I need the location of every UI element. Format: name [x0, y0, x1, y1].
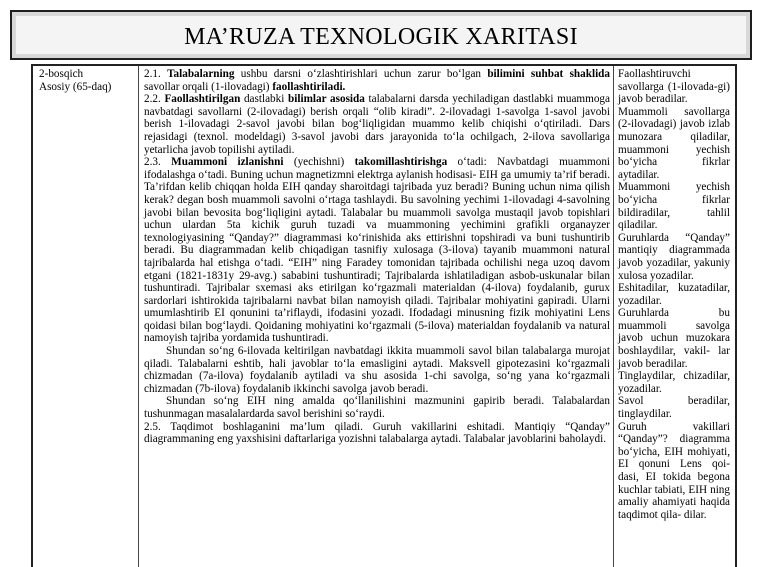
title-banner: [10, 10, 752, 60]
paragraph-text: 2.3.: [144, 156, 172, 169]
paragraph-text: ushbu darsni o‘zlashtirishlari uchun zarur bo‘lgan: [234, 68, 488, 80]
stage-column: [39, 68, 135, 93]
emphasis-text: takomillashtirishga: [354, 156, 448, 169]
student-paragraph: Guruh vakillari “Qanday”? diagramma bo‘yicha, EIH mohiyati, EI qonuni Lens qoi- dasi, EI tokida begona kuchlar tabiati, EIH ning amaliy ahamiyati haqida taqdimot qila- dilar.: [618, 420, 730, 521]
student-paragraph: Tinglaydilar, chizadilar, yozadilar.: [618, 370, 730, 395]
column-divider: [613, 66, 614, 567]
teacher-paragraph: [144, 345, 610, 395]
teacher-paragraph: [144, 68, 610, 93]
paragraph-text: (yechishni): [283, 156, 355, 169]
emphasis-text: Muammoni izlanishni: [171, 156, 284, 169]
teacher-paragraph: [144, 156, 610, 345]
teacher-paragraph: [144, 421, 610, 446]
column-divider: [138, 66, 139, 567]
student-paragraph: Guruhlarda bu muammoli savolga javob uchun muzokara boshlaydilar, vakil- lar javob beradilar.: [618, 307, 730, 370]
stage-name: 2-bosqich: [39, 68, 84, 80]
paragraph-text: Shundan so‘ng EIH ning amalda qo‘llanilishini mazmunini gapirib beradi. Talabalardan tushunmagan masalalardarda savol berishini so‘raydi.: [144, 395, 610, 421]
emphasis-text: bilimini suhbat shaklida: [487, 68, 610, 80]
paragraph-text: dastlabki: [240, 93, 289, 106]
paragraph-text: 2.1.: [144, 68, 168, 80]
paragraph-text: Shundan so‘ng 6-ilovada keltirilgan navbatdagi ikkita muammoli savol bilan talabalarga murojat qiladi. Talabalarni eshtib, hali javoblar to‘la emasligini aytadi. Maksvell gipotezasini ko‘rgazmali chizmadan (7a-ilova) foydalanib aytiladi va shu asosida 1-chi savolga, so‘ng yana ko‘rgazmali chizmadan (7b-ilova) foydalanib ikkinchi savolga javob beradi.: [144, 345, 610, 395]
student-paragraph: Muammoni yechish bo‘yicha fikrlar bildiradilar, tahlil qiladilar.: [618, 181, 730, 232]
teacher-paragraph: [144, 93, 610, 156]
student-paragraph: Eshitadilar, kuzatadilar, yozadilar.: [618, 282, 730, 307]
emphasis-text: bilimlar asosida: [288, 93, 365, 106]
student-paragraph: Muammoli savollarga (2-ilovadagi) javob izlab munozara qiladilar, muammoni yechish bo‘yicha fikrlar aytadilar.: [618, 105, 730, 181]
emphasis-text: faollashtiriladi.: [272, 80, 346, 93]
student-paragraph: Savol beradilar, tinglaydilar.: [618, 395, 730, 421]
technology-map-table: [31, 64, 737, 567]
student-paragraph: Faollashtiruvchi savollarga (1-ilovada-gi) javob beradilar.: [618, 68, 730, 106]
teacher-activity-column: [144, 68, 610, 446]
paragraph-text: savollar orqali (1-ilovadagi): [144, 80, 273, 93]
page-title: MA’RUZA TEXNOLOGIK XARITASI: [184, 24, 578, 50]
student-activity-column: [618, 68, 730, 521]
paragraph-text: o‘tadi: Navbatdagi muammoni ifodalashga o‘tadi. Buning uchun magnetizmni elektrga aylanish hodisasi- EIH ga umumiy ta’rif beradi. Ta’rifdan kelib chiqqan holda EIH qanday sharoitdagi tajribada yuz beradi? Buning uchun nima qilish kerak? degan bosh muammoli savolni o‘rtaga tashlaydi. Bu savolning yechimi 1-ilovadagi 4-savolning javobi bilan bevosita bog‘liqligini aytadi. Talabalar bu muammoli savolga mustaqil javob topishlari uchun ulardan 5ta kichik guruh tuzadi va muammoning yechimini grafikli organayzer texnologiyasining “Qanday?” diagrammasi ko‘rinishida aks ettirishni topshiradi va buni tushuntirib beradi. Bu diagrammadan kelib chiqadigan tasnifiy xulosaga (3-ilova) tayanib muammoni natural tajribalarda hal etishga o‘tadi. “EIH” ning Faradey tomonidan tajribada ochilishi nega uzoq davom etgani (1821-1831y 29-avg.) sababini tushuntiradi; Tajribalarda ishlatiladigan asbob-uskunalar bilan tushuntiradi. Tajribalar sxemasi aks etirilgan ko‘rgazmali materialdan (4-ilova) foydalanib, gurux sardorlari ishtirokida tajribalarni navbat bilan namoyish qiladi. Tajribalar mohiyatini gapiradi. Ularni umumlashtirib EI qonunini ta’riflaydi, ifodasini yozadi. Ifodadagi minusning fizik mohiyatini Lens qoidasi bilan bog‘laydi. Qoidaning mohiyatini ko‘rgazmali (5-ilova) materialdan foydalanib va natural namoyish tajriba yordamida tushuntiradi.: [144, 156, 611, 345]
teacher-paragraph: [144, 395, 610, 420]
paragraph-text: talabalarni darsda yechiladigan dastlabki muammoga navbatdagi savollarni (2-ilovadagi) berish orqali “olib kiradi”. 2-ilovadagi 1-savolga 1-savol javobi berish 1-ilovadagi 2-savol javobi bilan bog‘liqligidan muammo kelib chiqishi o‘qtiriladi. Dars rejasidagi (texnol. modeldagi) 3-savol javobi dars jarayonida to‘la ochilgach, 2-ilova savollariga yetarlicha javob topilishi aytiladi.: [144, 93, 610, 156]
paragraph-text: 2.5. Taqdimot boshlaganini ma’lum qiladi. Guruh vakillarini eshitadi. Mantiqiy “Qanday” diagrammaning eng yaxshisini daftarlariga yozishni talabalarga aytadi. Talabalar javoblarini baholaydi.: [144, 420, 610, 446]
emphasis-text: Faollashtirilgan: [164, 93, 241, 106]
stage-duration: Asosiy (65-daq): [39, 80, 112, 93]
emphasis-text: Talabalarning: [167, 68, 235, 80]
student-paragraph: Guruhlarda “Qanday” mantiqiy diagrammada javob yozadilar, yakuniy xulosa yozadilar.: [618, 231, 730, 282]
paragraph-text: 2.2.: [144, 93, 165, 106]
